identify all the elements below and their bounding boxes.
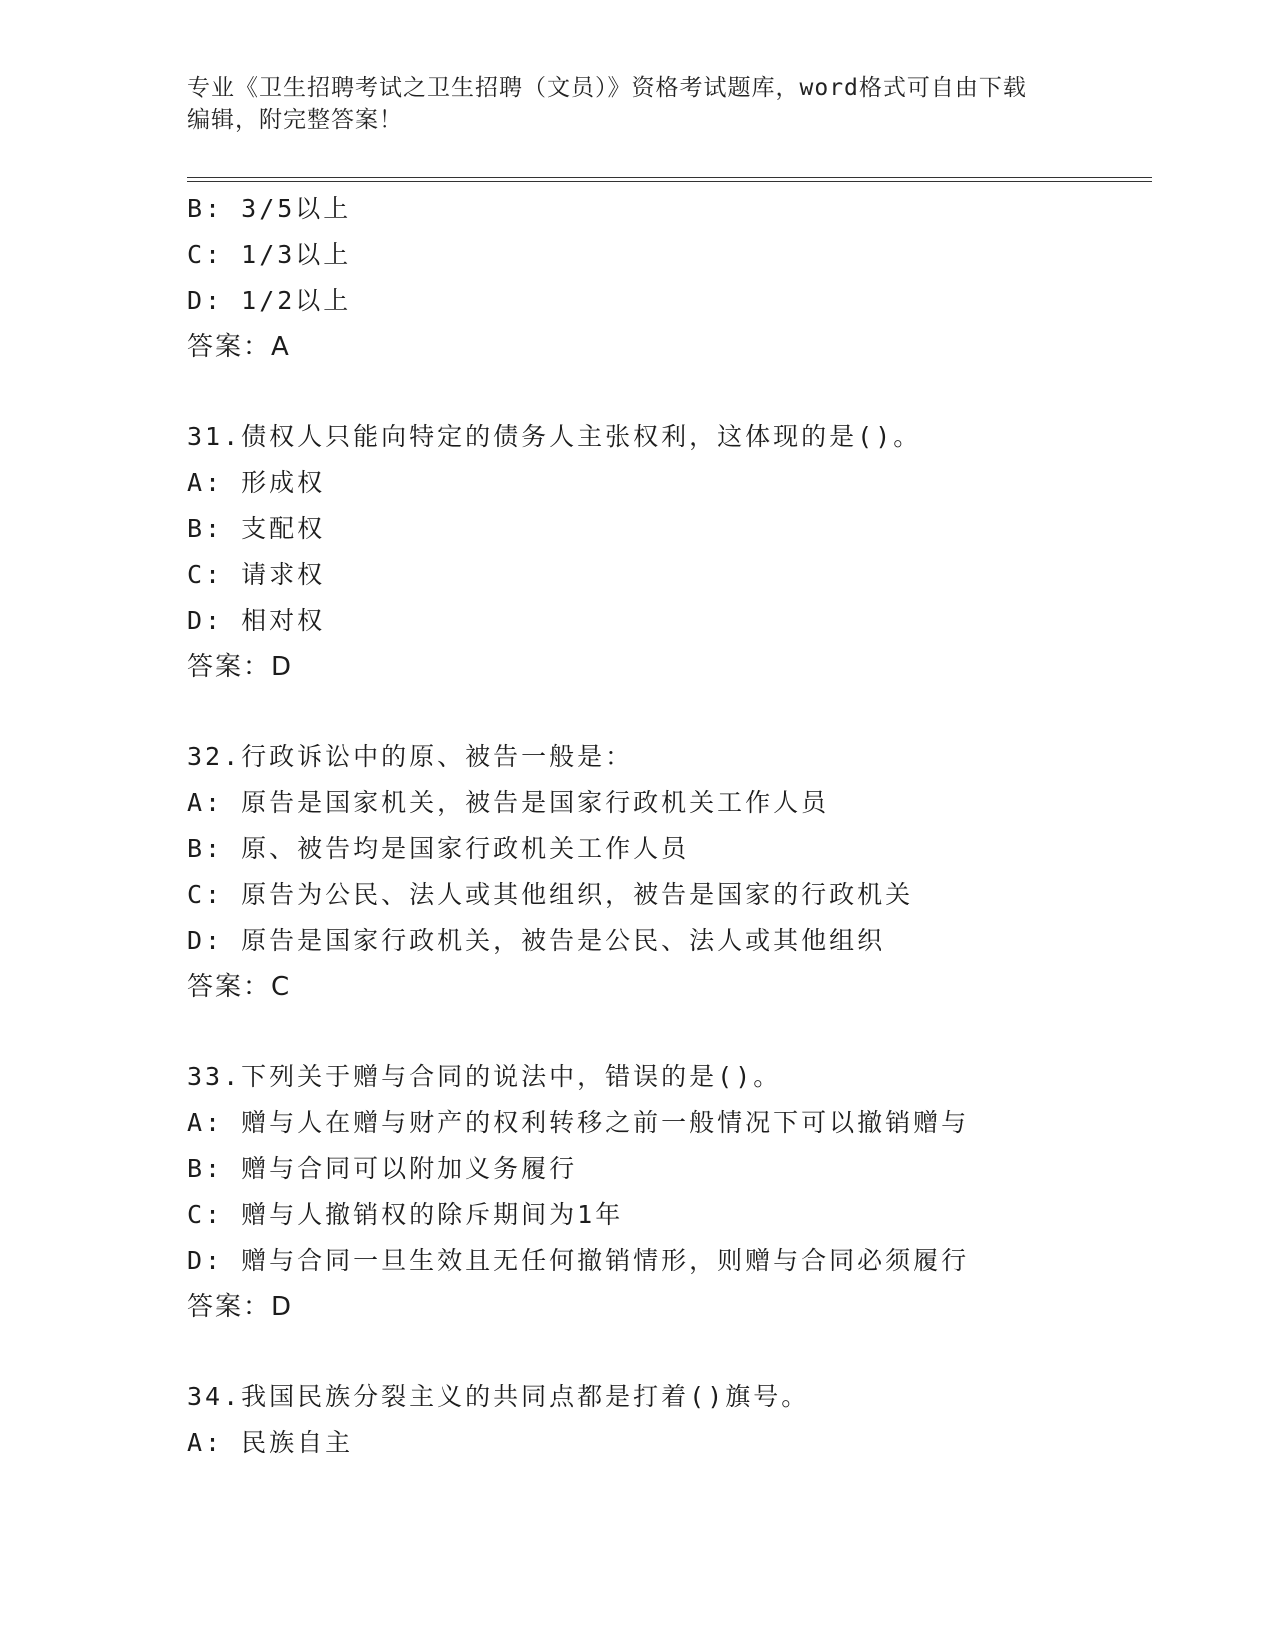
header-line-1: 专业《卫生招聘考试之卫生招聘（文员）》资格考试题库，word格式可自由下载 — [187, 75, 1027, 101]
header-line-2: 编辑，附完整答案！ — [187, 107, 403, 133]
question-text: 31.债权人只能向特定的债务人主张权利，这体现的是()。 — [187, 422, 922, 451]
page-header — [187, 72, 1087, 136]
option-b: B: 支配权 — [187, 514, 326, 543]
block-spacer — [187, 690, 1147, 734]
block-spacer — [187, 370, 1147, 414]
option-d: D: 赠与合同一旦生效且无任何撤销情形，则赠与合同必须履行 — [187, 1246, 970, 1275]
option-a: A: 赠与人在赠与财产的权利转移之前一般情况下可以撤销赠与 — [187, 1108, 970, 1137]
question-text: 33.下列关于赠与合同的说法中，错误的是()。 — [187, 1062, 782, 1091]
option-d: D: 原告是国家行政机关，被告是公民、法人或其他组织 — [187, 926, 886, 955]
option-d: D: 相对权 — [187, 606, 326, 635]
option-b: B: 3/5以上 — [187, 194, 352, 223]
question-block-32 — [187, 734, 1147, 1010]
question-block-30 — [187, 186, 1147, 370]
option-d: D: 1/2以上 — [187, 286, 352, 315]
option-c: C: 请求权 — [187, 560, 326, 589]
question-text: 34.我国民族分裂主义的共同点都是打着()旗号。 — [187, 1382, 810, 1411]
option-a: A: 形成权 — [187, 468, 326, 497]
option-a: A: 原告是国家机关，被告是国家行政机关工作人员 — [187, 788, 830, 817]
answer-label: 答案：D — [187, 652, 294, 682]
option-c: C: 赠与人撤销权的除斥期间为1年 — [187, 1200, 624, 1229]
answer-label: 答案：C — [187, 972, 292, 1002]
question-text: 32.行政诉讼中的原、被告一般是： — [187, 742, 634, 771]
option-c: C: 1/3以上 — [187, 240, 352, 269]
question-block-34 — [187, 1374, 1147, 1466]
option-c: C: 原告为公民、法人或其他组织，被告是国家的行政机关 — [187, 880, 914, 909]
option-a: A: 民族自主 — [187, 1428, 354, 1457]
block-spacer — [187, 1010, 1147, 1054]
answer-label: 答案：A — [187, 332, 291, 362]
question-block-33 — [187, 1054, 1147, 1330]
question-list — [187, 186, 1147, 1466]
answer-label: 答案：D — [187, 1292, 294, 1322]
question-block-31 — [187, 414, 1147, 690]
header-divider — [187, 177, 1152, 182]
block-spacer — [187, 1330, 1147, 1374]
option-b: B: 赠与合同可以附加义务履行 — [187, 1154, 578, 1183]
option-b: B: 原、被告均是国家行政机关工作人员 — [187, 834, 690, 863]
